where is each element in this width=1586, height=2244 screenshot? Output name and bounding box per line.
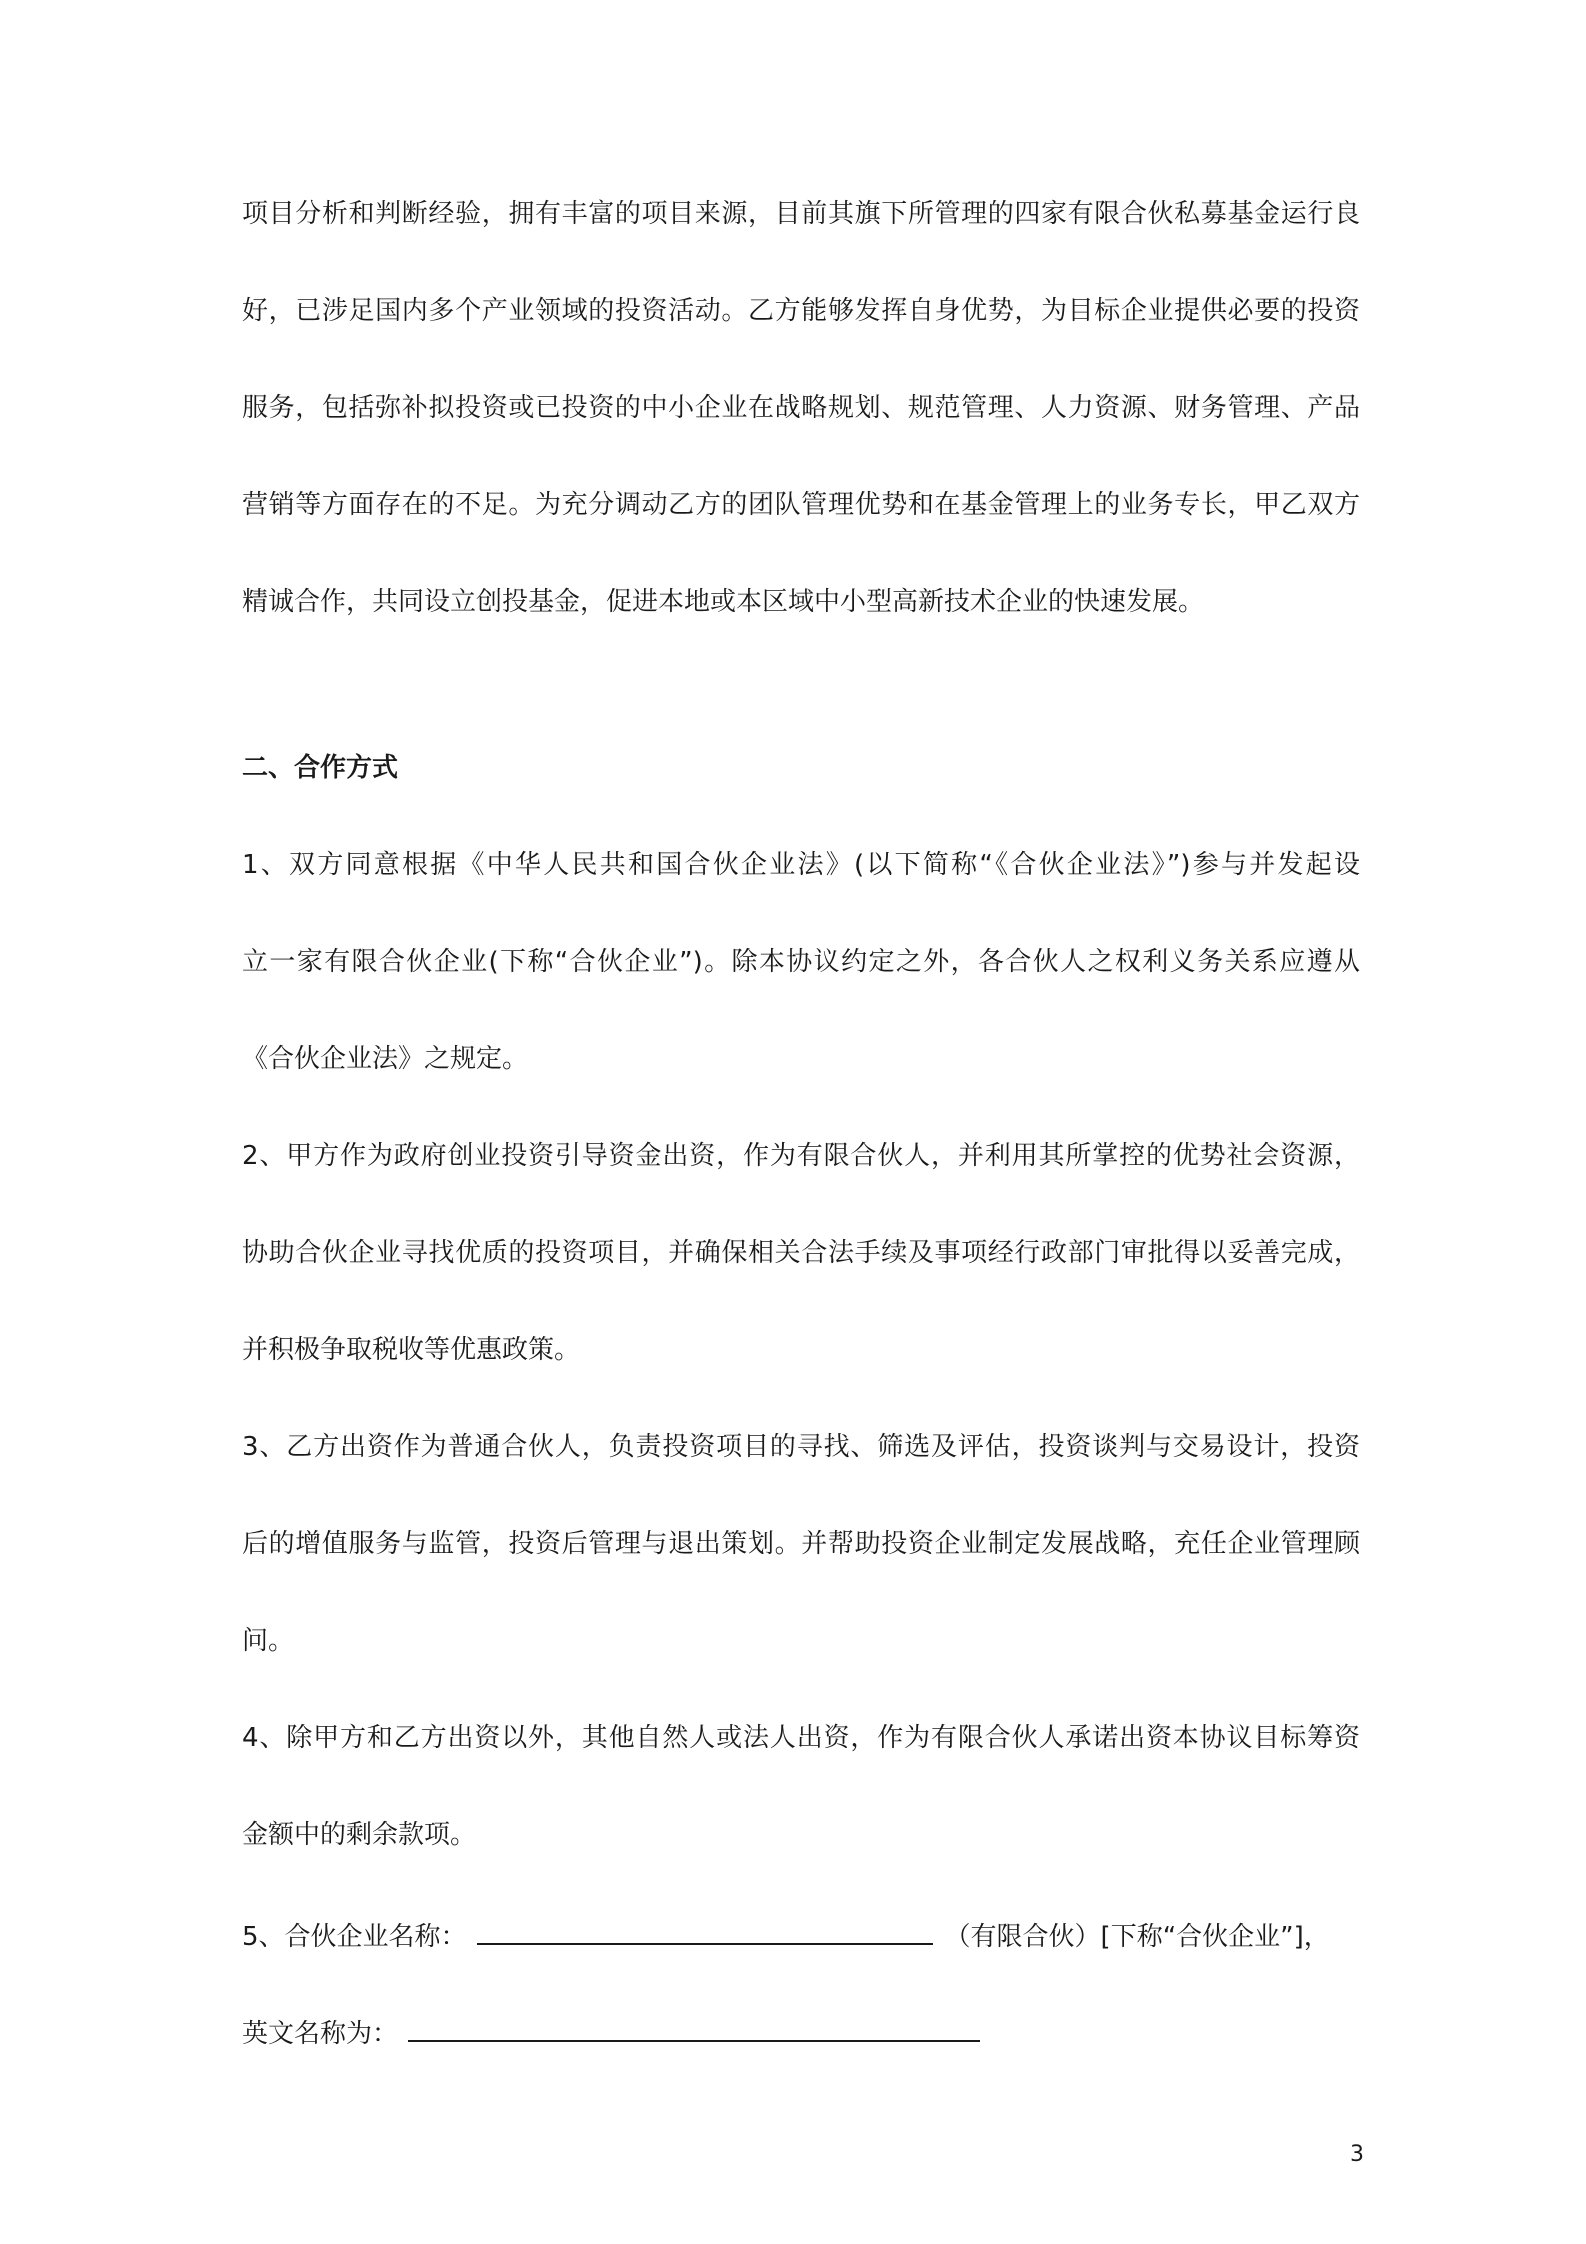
clause-text-line: 后的增值服务与监管，投资后管理与退出策划。并帮助投资企业制定发展战略，充任企业管理顾 — [242, 1529, 1360, 1559]
clause-text-line: 问。 — [242, 1626, 295, 1656]
body-text-line: 营销等方面存在的不足。为充分调动乙方的团队管理优势和在基金管理上的业务专长，甲乙双方 — [242, 490, 1360, 520]
page-number: 3 — [1350, 2142, 1364, 2167]
body-text-line: 精诚合作，共同设立创投基金，促进本地或本区域中小型高新技术企业的快速发展。 — [242, 587, 1205, 617]
company-name-blank[interactable] — [477, 1913, 933, 1945]
body-text-line: 服务，包括弥补拟投资或已投资的中小企业在战略规划、规范管理、人力资源、财务管理、产品 — [242, 393, 1360, 423]
body-text-line: 项目分析和判断经验，拥有丰富的项目来源，目前其旗下所管理的四家有限合伙私募基金运行良 — [242, 199, 1360, 229]
clause-5-name-line — [242, 1913, 1360, 1957]
clause-text-line: 《合伙企业法》之规定。 — [242, 1044, 529, 1074]
clause-text-line: 2、甲方作为政府创业投资引导资金出资，作为有限合伙人，并利用其所掌控的优势社会资源， — [242, 1141, 1360, 1171]
english-name-line — [242, 2010, 1360, 2054]
clause-text-line: 1、双方同意根据《中华人民共和国合伙企业法》(以下简称“《合伙企业法》”)参与并发起设 — [242, 850, 1360, 880]
clause-text-line: 立一家有限合伙企业(下称“合伙企业”)。除本协议约定之外，各合伙人之权利义务关系应遵从 — [242, 947, 1360, 977]
clause-text-line: 4、除甲方和乙方出资以外，其他自然人或法人出资，作为有限合伙人承诺出资本协议目标筹资 — [242, 1723, 1360, 1753]
clause-text-line: 金额中的剩余款项。 — [242, 1820, 477, 1850]
english-name-blank[interactable] — [408, 2010, 980, 2042]
body-text-line: 好，已涉足国内多个产业领域的投资活动。乙方能够发挥自身优势，为目标企业提供必要的投资 — [242, 296, 1360, 326]
clause-text-line: 3、乙方出资作为普通合伙人，负责投资项目的寻找、筛选及评估，投资谈判与交易设计，投资 — [242, 1432, 1360, 1462]
section-heading: 二、合作方式 — [242, 753, 399, 783]
clause-5-prefix: 5、合伙企业名称： — [242, 1922, 467, 1952]
clause-5-suffix: （有限合伙）[下称“合伙企业”]， — [944, 1922, 1330, 1952]
clause-text-line: 并积极争取税收等优惠政策。 — [242, 1335, 581, 1365]
clause-text-line: 协助合伙企业寻找优质的投资项目，并确保相关合法手续及事项经行政部门审批得以妥善完成， — [242, 1238, 1360, 1268]
english-name-label: 英文名称为： — [242, 2019, 399, 2049]
